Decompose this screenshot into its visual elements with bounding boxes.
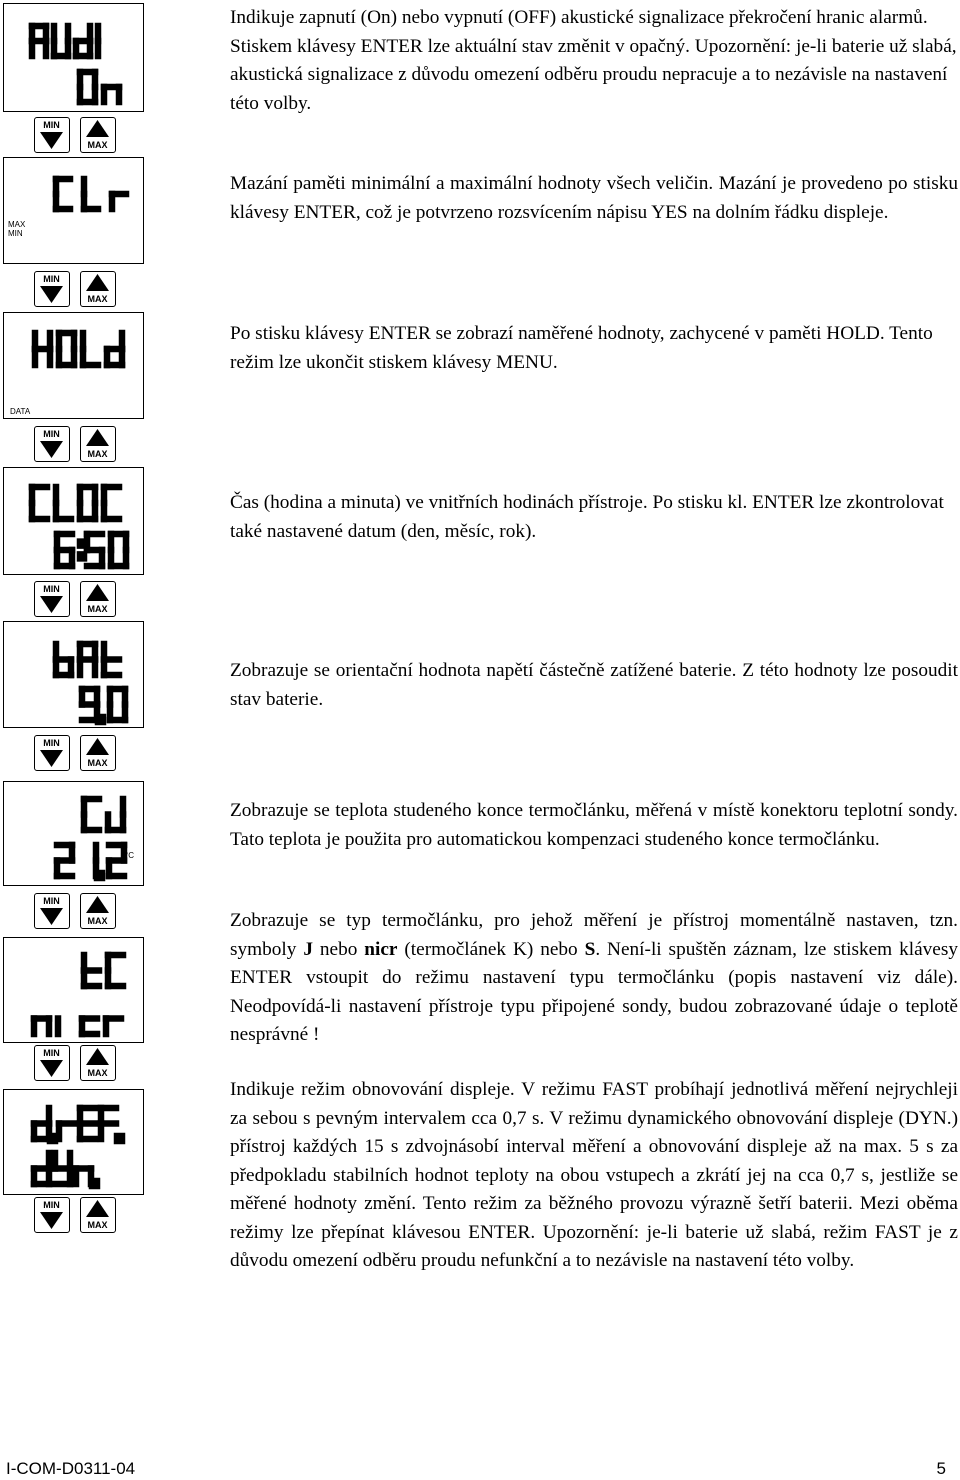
min-label: MIN xyxy=(43,1048,60,1058)
description-clock: Čas (hodina a minuta) ve vnitřních hodinách přístroje. Po stisku kl. ENTER lze zkontrolovat také nastavené datum (den, měsíc, rok). xyxy=(230,492,944,542)
lcd-digit xyxy=(55,1153,70,1184)
min-key[interactable] xyxy=(34,271,70,307)
min-label: MIN xyxy=(43,274,60,284)
lcd-digits xyxy=(4,468,145,576)
lcd-display-audi xyxy=(3,3,144,112)
lcd-digit xyxy=(34,1153,49,1184)
lcd-decimal-point xyxy=(117,1136,122,1141)
footer-doc-code: I-COM-D0311-04 xyxy=(6,1459,136,1478)
lcd-digit xyxy=(32,26,46,56)
lcd-digit xyxy=(84,799,99,830)
max-indicator: MAX xyxy=(8,220,26,229)
description-clear-memory: Mazání paměti minimální a maximální hodnoty všech veličin. Mazání je provedeno po stisku klávesy ENTER, což je potvrzeno rozsvícením nápisu YES na dolním řádku displeje. xyxy=(230,173,958,223)
symbol-j: J xyxy=(303,938,313,960)
lcd-digit xyxy=(57,845,72,876)
lcd-display-clock xyxy=(3,467,144,575)
min-label: MIN xyxy=(43,896,60,906)
min-label: MIN xyxy=(43,120,60,130)
min-label: MIN xyxy=(43,1200,60,1210)
lcd-decimal-point xyxy=(98,717,103,722)
lcd-digit xyxy=(54,26,68,56)
min-label: MIN xyxy=(43,584,60,594)
symbol-nicr: nicr xyxy=(364,938,398,960)
lcd-display-thermocouple xyxy=(3,937,144,1043)
max-label: MAX xyxy=(87,604,108,614)
min-label: MIN xyxy=(43,738,60,748)
lcd-digit xyxy=(83,333,98,365)
lcd-digit xyxy=(87,534,102,566)
lcd-decimal-point xyxy=(92,1181,97,1186)
minmax-keys xyxy=(34,735,116,771)
max-key[interactable] xyxy=(80,271,116,307)
lcd-display-cold-junction xyxy=(3,781,144,886)
max-key[interactable] xyxy=(80,1045,116,1081)
minmax-keys xyxy=(34,893,116,929)
lcd-digit xyxy=(59,333,74,365)
arrow-down-icon xyxy=(35,582,68,615)
max-label: MAX xyxy=(87,1220,108,1230)
min-key[interactable] xyxy=(34,117,70,153)
lcd-digit xyxy=(80,644,95,675)
max-label: MAX xyxy=(87,916,108,926)
max-key[interactable] xyxy=(80,735,116,771)
arrow-down-icon xyxy=(35,427,68,460)
lcd-digit xyxy=(80,1108,95,1139)
lcd-digit xyxy=(111,534,126,566)
min-key[interactable] xyxy=(34,893,70,929)
max-label: MAX xyxy=(87,294,108,304)
arrow-down-icon xyxy=(35,736,68,769)
lcd-digit xyxy=(56,487,71,519)
arrow-down-icon xyxy=(35,894,68,927)
lcd-digit xyxy=(106,1019,121,1035)
lcd-digits xyxy=(4,782,145,887)
lcd-digit xyxy=(35,333,50,365)
lcd-digit xyxy=(104,487,119,519)
minmax-keys xyxy=(34,1197,116,1233)
text-run: . Není-li spuštěn záznam, lze stiskem klávesy ENTER vstoupit do režimu nastavení typu termočlánku (popis nastavení viz dále). Neodpovídá-li nastavení přístroje typu připojené sondy, budou zobrazované údaje o teplotě nesprávné ! xyxy=(230,938,958,1045)
max-key[interactable] xyxy=(80,117,116,153)
celsius-unit: °C xyxy=(125,851,134,860)
min-key[interactable] xyxy=(34,735,70,771)
description-audio-alarm: Indikuje zapnutí (On) nebo vypnutí (OFF) akustické signalizace překročení hranic alarmů. Stiskem klávesy ENTER lze aktuální stav změnit v opačný. Upozornění: je-li baterie už slabá, akustická signalizace z důvodu omezení odběru proudu nepracuje a to nezávisle na nastavení této volby. xyxy=(230,7,957,114)
lcd-digit xyxy=(104,87,119,102)
lcd-digits xyxy=(4,313,145,420)
lcd-digits xyxy=(4,4,145,113)
min-indicator: MIN xyxy=(8,229,23,238)
max-key[interactable] xyxy=(80,426,116,462)
lcd-decimal-point xyxy=(97,873,102,878)
arrow-down-icon xyxy=(35,272,68,305)
lcd-digits xyxy=(4,938,145,1044)
max-label: MAX xyxy=(87,140,108,150)
lcd-digit xyxy=(82,1019,97,1035)
max-label: MAX xyxy=(87,758,108,768)
lcd-colon xyxy=(80,554,84,558)
arrow-down-icon xyxy=(35,1046,68,1079)
lcd-digit xyxy=(108,799,123,830)
text-run: Zobrazuje se typ termočlánku, pro jehož měření je přístroj momentálně nastaven, tzn. symboly xyxy=(230,910,958,960)
lcd-digits xyxy=(4,622,145,729)
max-key[interactable] xyxy=(80,1197,116,1233)
text-run: nebo xyxy=(312,938,365,960)
max-key[interactable] xyxy=(80,581,116,617)
description-hold: Po stisku klávesy ENTER se zobrazí naměřené hodnoty, zachycené v paměti HOLD. Tento režim lze ukončit stiskem klávesy MENU. xyxy=(230,323,933,373)
lcd-display-clear xyxy=(3,157,144,264)
lcd-digit xyxy=(84,955,99,986)
minmax-keys xyxy=(34,271,116,307)
text-run: (termočlánek K) nebo xyxy=(397,938,585,960)
lcd-digit xyxy=(107,333,122,365)
lcd-digit xyxy=(32,487,47,519)
minmax-keys xyxy=(34,581,116,617)
max-label: MAX xyxy=(87,449,108,459)
lcd-colon xyxy=(80,542,84,546)
lcd-display-battery xyxy=(3,621,144,728)
lcd-digit xyxy=(104,644,119,675)
lcd-decimal-point xyxy=(50,1136,55,1141)
max-label: MAX xyxy=(87,1068,108,1078)
lcd-digit xyxy=(57,534,72,566)
lcd-digit xyxy=(59,1124,74,1140)
lcd-digit xyxy=(76,26,90,56)
description-thermocouple-type xyxy=(230,907,958,1050)
lcd-digit xyxy=(56,644,71,675)
min-key[interactable] xyxy=(34,581,70,617)
lcd-digit xyxy=(80,487,95,519)
minmax-keys xyxy=(34,426,116,462)
description-battery: Zobrazuje se orientační hodnota napětí částečně zatížené baterie. Z této hodnoty lze posoudit stav baterie. xyxy=(230,660,958,710)
lcd-digit xyxy=(56,179,70,209)
description-display-refresh: Indikuje režim obnovování displeje. V režimu FAST probíhají jednotlivá měření nejrychleji za sebou s pevným intervalem cca 0,7 s. V režimu dynamického obnovování displeje (DYN.) přístroj každých 15 s zdvojnásobí interval měření a obnovování displeje až na max. 5 s za předpokladu stabilních hodnot teploty na obou vstupech a zkrátí jej na cca 0,7 s, jestliže se měřené hodnoty změní. Tento režim za běžného provozu výrazně šetří baterii. Mezi oběma režimy lze přepínat klávesou ENTER. Upozornění: je-li baterie už slabá, režim FAST je z důvodu omezení odběru proudu nefunkční a to nezávisle na nastavení této volby. xyxy=(230,1079,958,1271)
lcd-digit xyxy=(110,689,125,720)
min-key[interactable] xyxy=(34,1045,70,1081)
max-key[interactable] xyxy=(80,893,116,929)
symbol-s: S xyxy=(584,938,596,960)
lcd-digits xyxy=(4,1090,145,1196)
lcd-digit xyxy=(112,194,126,209)
lcd-digit xyxy=(34,1019,49,1035)
data-indicator: DATA xyxy=(10,407,31,416)
lcd-digit xyxy=(108,955,123,986)
lcd-digits xyxy=(4,158,145,265)
minmax-keys xyxy=(34,1045,116,1081)
min-label: MIN xyxy=(43,429,60,439)
minmax-keys xyxy=(34,117,116,153)
arrow-down-icon xyxy=(35,1198,68,1231)
footer-page-number: 5 xyxy=(936,1459,946,1478)
min-key[interactable] xyxy=(34,426,70,462)
lcd-digit xyxy=(109,845,124,876)
lcd-digit xyxy=(84,179,98,209)
lcd-display-hold xyxy=(3,312,144,419)
lcd-display-refresh xyxy=(3,1089,144,1195)
description-cold-junction: Zobrazuje se teplota studeného konce termočlánku, měřená v místě konektoru teplotní sondy. Tato teplota je použita pro automatickou kompenzaci studeného konce termočlánku. xyxy=(230,800,958,850)
arrow-down-icon xyxy=(35,118,68,151)
min-key[interactable] xyxy=(34,1197,70,1233)
lcd-digit xyxy=(80,72,95,102)
